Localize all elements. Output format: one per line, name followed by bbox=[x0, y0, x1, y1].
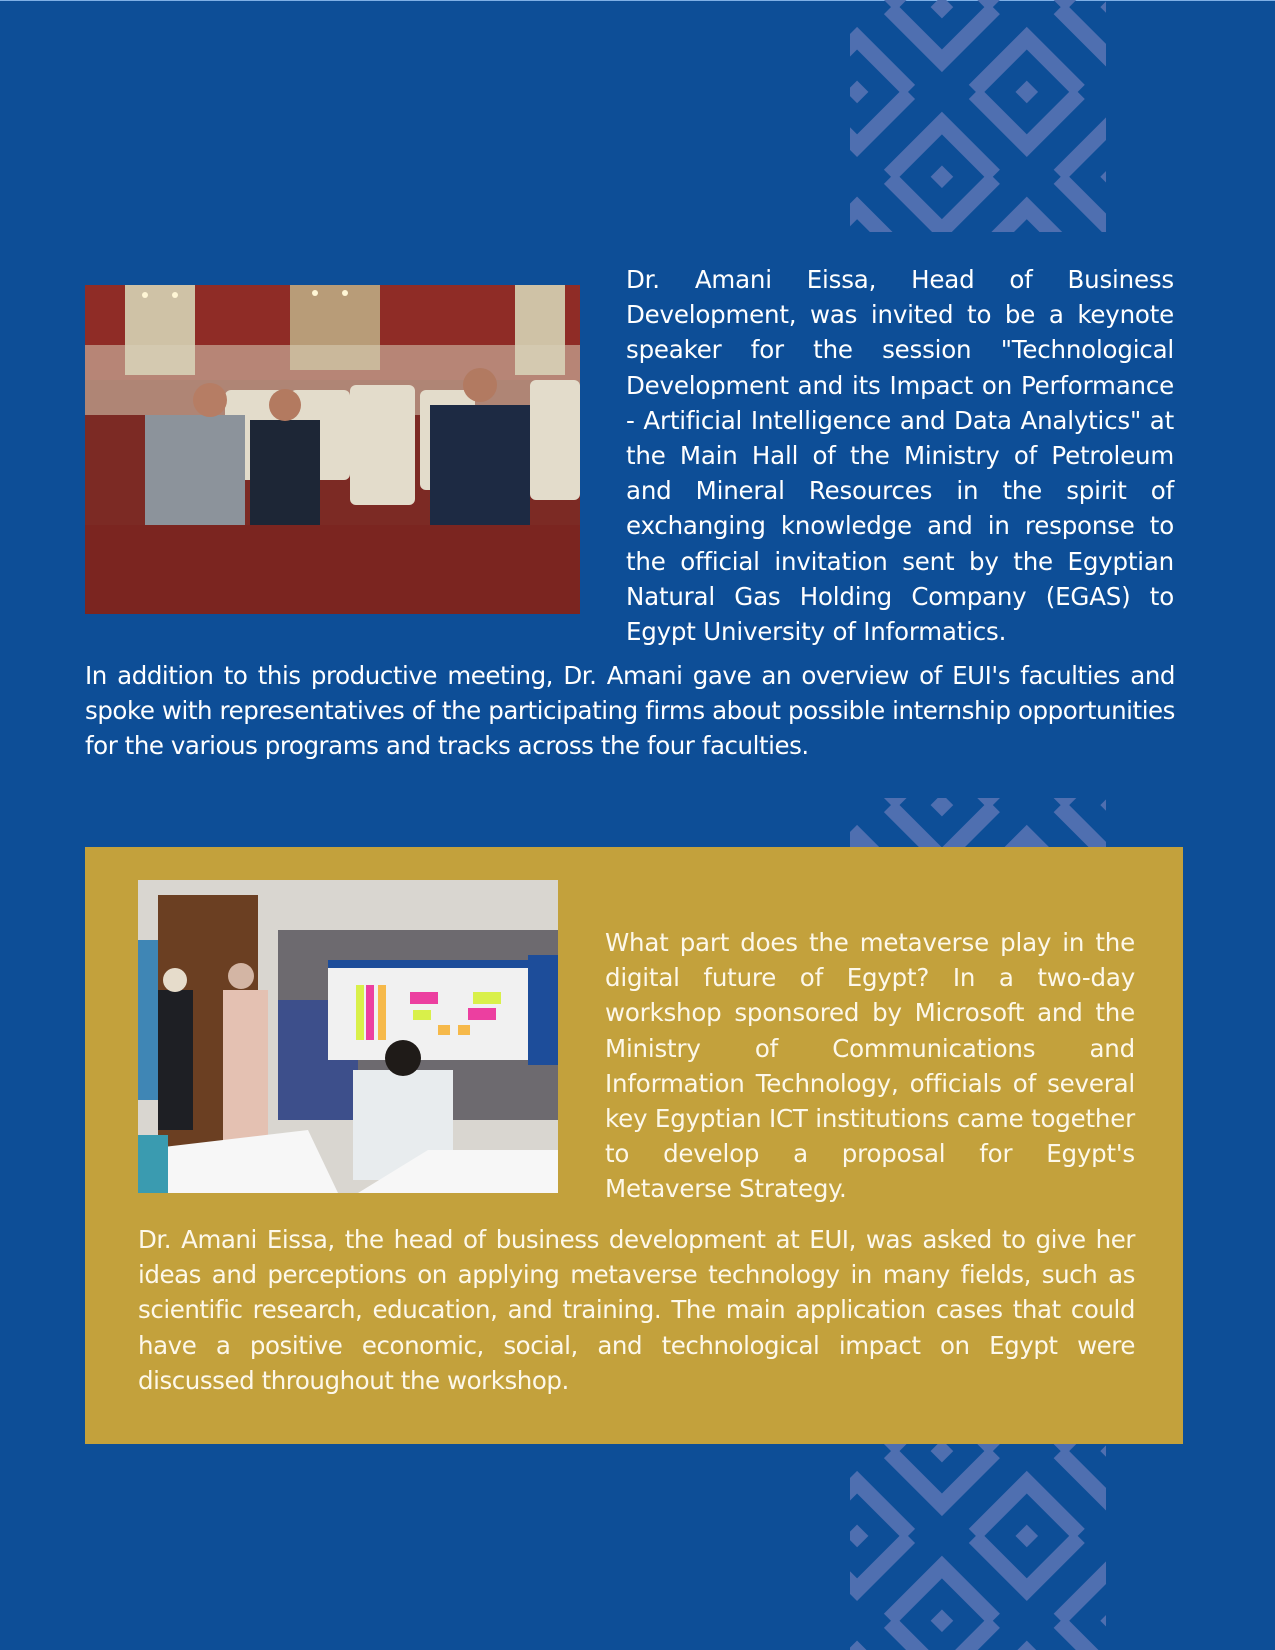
photo-workshop-whiteboard-icon bbox=[138, 880, 558, 1193]
section-2-paragraph-2: Dr. Amani Eissa, the head of business development at EUI, was asked to give her ideas and perceptions on applying metaverse technology in many fields, such as scientific research, education, and training. The main application cases that could have a positive economic, social, and technological impact on Egypt were discussed throughout the workshop. bbox=[138, 1225, 1135, 1395]
photo-audience-hall bbox=[85, 285, 580, 614]
decorative-pattern-bottom-icon bbox=[850, 1444, 1106, 1650]
decorative-pattern-top-icon bbox=[850, 0, 1106, 232]
photo-workshop bbox=[138, 880, 558, 1193]
photo-audience-in-hall-icon bbox=[85, 285, 580, 614]
section-2-paragraph-1: What part does the metaverse play in the digital future of Egypt? In a two-day workshop sponsored by Microsoft and the Ministry of Communications and Information Technology, officials of several key Egyptian ICT institutions came together to develop a proposal for Egypt's Metaverse Strategy. bbox=[605, 928, 1135, 1204]
section-1-paragraph-1: Dr. Amani Eissa, Head of Business Development, was invited to be a keynote speaker for the session "Technological Development and its Impact on Performance - Artificial Intelligence and Data Analytics" at the Main Hall of the Ministry of Petroleum and Mineral Resources in the spirit of exchanging knowledge and in response to the official invitation sent by the Egyptian Natural Gas Holding Company (EGAS) to Egypt University of Informatics. bbox=[626, 265, 1174, 647]
decorative-pattern-middle-icon bbox=[850, 798, 1106, 848]
section-1-paragraph-2: In addition to this productive meeting, Dr. Amani gave an overview of EUI's faculties and spoke with representatives of the participating firms about possible internship opportunities for the various programs and tracks across the four faculties. bbox=[85, 661, 1175, 761]
